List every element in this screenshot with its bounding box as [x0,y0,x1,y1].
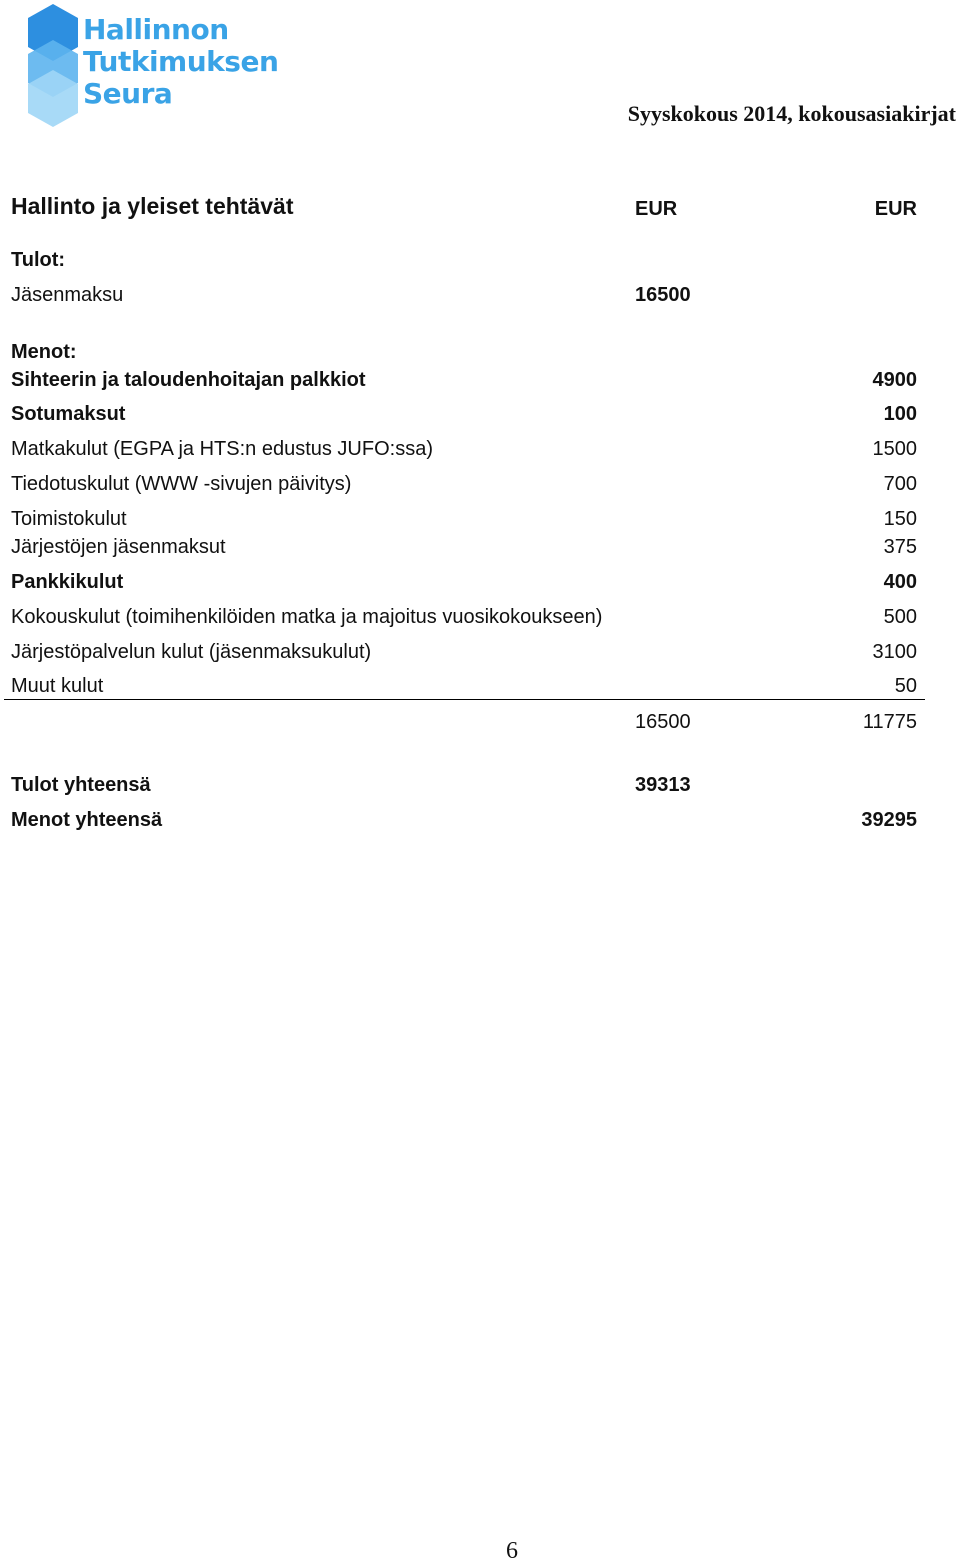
row-value-expense: 400 [883,571,917,593]
logo-wordmark [83,14,278,110]
row-value-expense: 375 [883,536,917,558]
logo-line-2: Tutkimuksen [83,45,279,78]
row-label: Tiedotuskulut (WWW -sivujen päivitys) [11,473,352,495]
row-label: Muut kulut [11,675,104,697]
section-title: Hallinto ja yleiset tehtävät [11,193,294,219]
col1-header: EUR [635,198,678,220]
table-row [11,436,917,462]
row-label: Pankkikulut [11,571,124,593]
row-value-expense: 50 [894,675,917,697]
table-row [11,401,917,427]
subtotal-divider [4,699,925,700]
total-expenses-label: Menot yhteensä [11,809,163,831]
subtotal-expenses: 11775 [862,711,917,733]
row-value-expense: 1500 [872,438,917,460]
table-row [11,367,917,393]
row-label: Järjestöpalvelun kulut (jäsenmaksukulut) [11,641,372,663]
row-label: Sotumaksut [11,403,126,425]
table-row [11,673,917,699]
document-header: Syyskokous 2014, kokousasiakirjat [627,101,956,126]
page-number: 6 [506,1538,518,1564]
total-income-row [11,772,917,798]
row-value-income: 16500 [635,284,691,306]
table-row [11,506,917,532]
row-label: Järjestöjen jäsenmaksut [11,536,226,558]
row-value-expense: 150 [883,508,917,530]
income-heading: Tulot: [11,249,66,271]
expenses-heading-row [11,339,917,365]
row-value-expense: 100 [883,403,917,425]
income-heading-row [11,247,917,273]
table-row [11,569,917,595]
row-label: Jäsenmaksu [11,284,124,306]
table-row [11,282,917,308]
organization-logo [26,4,279,128]
total-expenses-value: 39295 [861,809,917,831]
subtotal-income: 16500 [635,711,691,733]
logo-line-1: Hallinnon [83,13,229,46]
section-header-row [11,193,917,219]
row-label: Toimistokulut [11,508,127,530]
logo-line-3: Seura [83,77,173,110]
row-label: Kokouskulut (toimihenkilöiden matka ja majoitus vuosikokoukseen) [11,606,603,628]
row-label: Matkakulut (EGPA ja HTS:n edustus JUFO:ssa) [11,438,433,460]
subtotal-row [11,709,917,735]
total-income-value: 39313 [635,774,691,796]
row-value-expense: 3100 [872,641,917,663]
hexagon-logo-icon [26,4,82,128]
expenses-heading: Menot: [11,341,77,363]
row-label: Sihteerin ja taloudenhoitajan palkkiot [11,369,366,391]
total-income-label: Tulot yhteensä [11,774,151,796]
table-row [11,639,917,665]
table-row [11,534,917,560]
table-row [11,604,917,630]
table-row [11,471,917,497]
row-value-expense: 500 [883,606,917,628]
col2-header: EUR [874,198,917,220]
total-expenses-row [11,807,917,833]
row-value-expense: 4900 [872,369,917,391]
row-value-expense: 700 [883,473,917,495]
